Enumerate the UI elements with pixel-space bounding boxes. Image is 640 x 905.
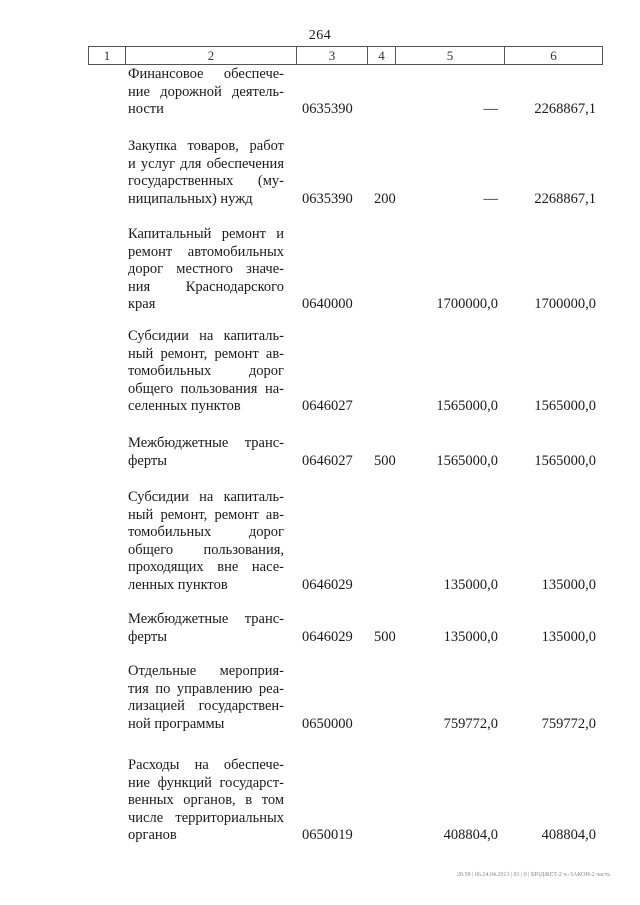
row-description: [128, 489, 284, 595]
row-description: [128, 663, 284, 733]
row-code: 0646027: [302, 398, 353, 415]
description-line: и услуг для обеспечения: [128, 155, 284, 172]
description-line: Отдельные мероприя-: [128, 663, 284, 679]
row-description: [128, 435, 284, 470]
row-expense-type: 500: [374, 628, 396, 645]
description-line: ленных пунктов: [128, 576, 228, 593]
row-code: 0635390: [302, 190, 353, 207]
row-code: 0635390: [302, 101, 353, 118]
description-line: органов: [128, 827, 177, 844]
row-amount-col5: —: [483, 190, 498, 207]
row-amount-col6: 135000,0: [541, 628, 596, 645]
row-description: [128, 328, 284, 416]
header-col-3: 3: [297, 47, 368, 64]
row-expense-type: 200: [374, 190, 396, 207]
row-amount-col6: 759772,0: [541, 715, 596, 732]
row-code: 0646029: [302, 628, 353, 645]
row-description: [128, 757, 284, 845]
description-line: томобильных дорог: [128, 363, 284, 380]
description-line: ный ремонт, ремонт ав-: [128, 345, 284, 362]
row-amount-col5: 1565000,0: [436, 452, 498, 469]
footer-file-path: 20.58 | 06.24.04.2013 | 03 | 0 | БЮДЖЕТ-2 ч.-ЗАКОН-2 часть: [457, 872, 610, 878]
row-amount-col6: 135000,0: [541, 577, 596, 593]
row-amount-col5: —: [483, 101, 498, 118]
description-line: ферты: [128, 452, 167, 469]
row-amount-col5: 1565000,0: [436, 398, 498, 415]
description-line: ниципальных) нужд: [128, 190, 253, 207]
page-number: 264: [308, 28, 332, 43]
header-col-4: 4: [368, 47, 396, 64]
description-line: Межбюджетные транс-: [128, 611, 284, 627]
description-line: селенных пунктов: [128, 398, 241, 415]
row-amount-col6: 1700000,0: [534, 296, 596, 313]
row-code: 0650019: [302, 827, 353, 844]
row-description: [128, 138, 284, 208]
table-header: [88, 46, 603, 65]
row-description: [128, 226, 284, 314]
description-line: общего пользования на-: [128, 380, 284, 397]
description-line: томобильных дорог: [128, 524, 284, 541]
description-line: Межбюджетные транс-: [128, 435, 284, 451]
row-amount-col6: 1565000,0: [534, 398, 596, 415]
row-amount-col5: 135000,0: [443, 628, 498, 645]
row-amount-col5: 1700000,0: [436, 296, 498, 313]
description-line: государственных (му-: [128, 173, 284, 190]
description-line: числе территориальных: [128, 809, 284, 826]
description-line: Субсидии на капиталь-: [128, 328, 284, 344]
row-description: [128, 66, 284, 119]
row-amount-col6: 408804,0: [541, 827, 596, 844]
header-col-6: 6: [505, 47, 603, 64]
description-line: тия по управлению реа-: [128, 680, 284, 697]
description-line: ние дорожной деятель-: [128, 83, 284, 100]
header-col-2: 2: [126, 47, 297, 64]
row-description: [128, 611, 284, 646]
description-line: края: [128, 296, 156, 313]
description-line: ности: [128, 101, 164, 118]
header-col-5: 5: [396, 47, 505, 64]
row-amount-col5: 135000,0: [443, 577, 498, 593]
row-code: 0646029: [302, 577, 353, 593]
row-amount-col5: 759772,0: [443, 715, 498, 732]
description-line: Закупка товаров, работ: [128, 138, 284, 154]
description-line: ный ремонт, ремонт ав-: [128, 506, 284, 523]
description-line: венных органов, в том: [128, 792, 284, 809]
row-amount-col5: 408804,0: [443, 827, 498, 844]
description-line: ремонт автомобильных: [128, 243, 284, 260]
description-line: Финансовое обеспече-: [128, 66, 284, 82]
description-line: проходящих вне насе-: [128, 559, 284, 576]
description-line: дорог местного значе-: [128, 261, 284, 278]
description-line: общего пользования,: [128, 541, 284, 558]
row-amount-col6: 1565000,0: [534, 452, 596, 469]
row-code: 0650000: [302, 715, 353, 732]
row-code: 0646027: [302, 452, 353, 469]
description-line: ферты: [128, 628, 167, 645]
header-col-1: 1: [89, 47, 126, 64]
description-line: ной программы: [128, 715, 225, 732]
description-line: Капитальный ремонт и: [128, 226, 284, 242]
description-line: ния Краснодарского: [128, 278, 284, 295]
row-code: 0640000: [302, 296, 353, 313]
description-line: лизацией государствен-: [128, 698, 284, 715]
row-amount-col6: 2268867,1: [534, 190, 596, 207]
description-line: ние функций государст-: [128, 774, 284, 791]
row-amount-col6: 2268867,1: [534, 101, 596, 118]
description-line: Субсидии на капиталь-: [128, 489, 284, 505]
row-expense-type: 500: [374, 452, 396, 469]
description-line: Расходы на обеспече-: [128, 757, 284, 773]
